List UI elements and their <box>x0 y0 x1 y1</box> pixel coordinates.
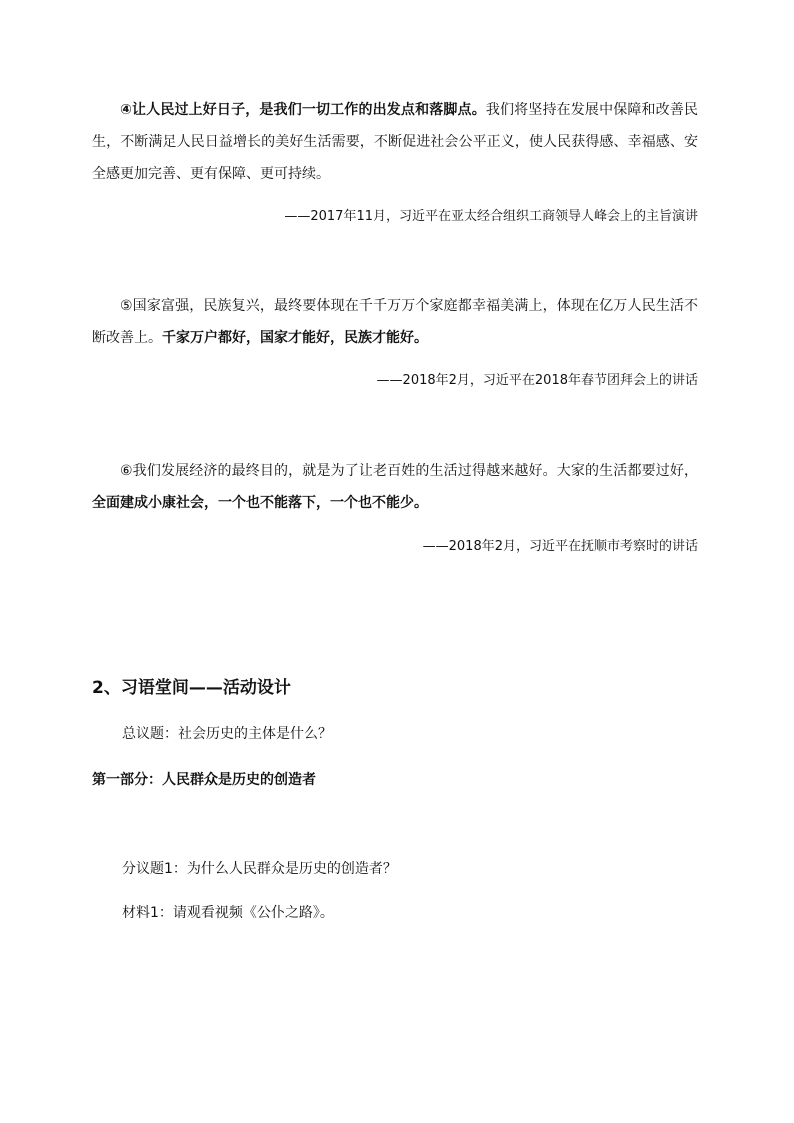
quote-4-bold-lead: ④让人民过上好日子，是我们一切工作的出发点和落脚点。 <box>120 102 486 118</box>
sub-topic: 分议题1：为什么人民群众是历史的创造者？ <box>122 861 397 877</box>
quote-6-paragraph <box>92 455 698 519</box>
part-title: 第一部分：人民群众是历史的创造者 <box>92 772 316 788</box>
main-topic: 总议题：社会历史的主体是什么？ <box>122 726 332 742</box>
quote-4-paragraph <box>92 94 698 190</box>
quote-6-text: ⑥我们发展经济的最终目的，就是为了让老百姓的生活过得越来越好。大家的生活都要过好， <box>120 463 698 479</box>
material-line: 材料1：请观看视频《公仆之路》。 <box>122 905 334 921</box>
quote-4-text: 我们将坚持在发展中保障和改善民生，不断满足人民日益增长的美好生活需要，不断促进社会公平正义，使人民获得感、幸福感、安全感更加完善、更有保障、更可持续。 <box>92 102 698 182</box>
quote-4-source: ——2017年11月，习近平在亚太经合组织工商领导人峰会上的主旨演讲 <box>284 209 698 224</box>
quote-6-bold-tail: 全面建成小康社会，一个也不能落下，一个也不能少。 <box>92 495 428 511</box>
quote-6-source: ——2018年2月，习近平在抚顺市考察时的讲话 <box>422 539 698 554</box>
quote-5-bold-tail: 千家万户都好，国家才能好，民族才能好。 <box>162 330 428 346</box>
quote-5-source: ——2018年2月，习近平在2018年春节团拜会上的讲话 <box>376 373 698 388</box>
quote-5-text: ⑤国家富强，民族复兴，最终要体现在千千万万个家庭都幸福美满上，体现在亿万人民生活不断改善上。 <box>92 298 698 346</box>
section-heading: 2、习语堂间——活动设计 <box>92 678 291 698</box>
quote-5-paragraph <box>92 290 698 354</box>
